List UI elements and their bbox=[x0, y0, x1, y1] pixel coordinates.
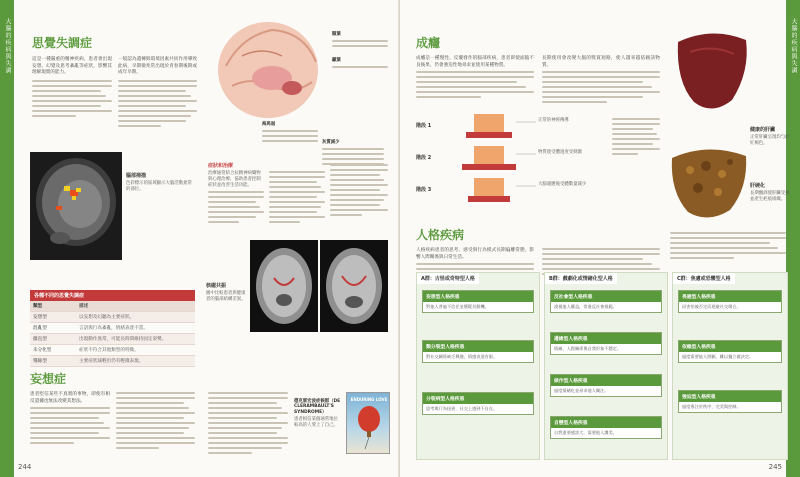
schizophrenia-types-table bbox=[30, 290, 195, 367]
flow-stage-2-note: 物質使受體過度受刺激 bbox=[538, 150, 582, 155]
brain-label-a bbox=[332, 32, 388, 50]
disorder-desc: 因害怕被否定而迴避社交場合。 bbox=[682, 304, 741, 309]
addiction-title: 成癮 bbox=[416, 36, 441, 50]
table-cell-desc: 以妄想及幻聽為主要症狀。 bbox=[79, 315, 135, 320]
symptoms-column-filler bbox=[330, 164, 388, 219]
book-caption-title: 德克雷宏波症候群（DE CLERAMBAULT'S SYNDROME） bbox=[294, 399, 341, 415]
personality-title: 人格疾病 bbox=[416, 228, 465, 242]
symptoms-treatment-text: 治療通常結合抗精神病藥物與心理治療，協助患者控制症狀並改善生活功能。 bbox=[208, 171, 261, 188]
brain-diagram-image bbox=[212, 16, 330, 124]
disorder-name: 依賴型人格疾患 bbox=[679, 341, 781, 352]
mri-caption-text: 圖中比較患者與健康者的腦部結構差異。 bbox=[206, 291, 246, 302]
flow-stage-3-label: 階段 3 bbox=[416, 187, 432, 193]
right-page bbox=[400, 0, 800, 477]
disorder-desc: 漠視他人權益，常違反社會規範。 bbox=[554, 304, 617, 309]
mri-caption bbox=[206, 282, 248, 303]
disorder-desc: 過度情緒化並尋求他人關注。 bbox=[554, 388, 609, 393]
table-cell-type: 混亂型 bbox=[33, 326, 47, 331]
healthy-liver-image bbox=[672, 22, 752, 120]
brain-label-a-text: 額葉 bbox=[332, 32, 341, 37]
flow-stage-1-label: 階段 1 bbox=[416, 123, 432, 129]
cluster-a-item-1 bbox=[422, 290, 534, 313]
cluster-c-item-1 bbox=[678, 290, 782, 313]
brain-label-b bbox=[332, 58, 388, 71]
cluster-c-item-3 bbox=[678, 390, 782, 413]
brain-scan-caption-text: 色彩標示的區域顯示大腦活動異常的部位。 bbox=[126, 181, 192, 192]
table-row bbox=[30, 356, 195, 367]
brain-label-d-text: 灰質減少 bbox=[322, 140, 340, 145]
table-cell-type: 殘餘型 bbox=[33, 359, 47, 364]
disorder-name: 自戀型人格疾患 bbox=[551, 417, 661, 428]
table-header-desc: 描述 bbox=[79, 304, 89, 309]
personality-para: 人格疾病患者的思考、感受與行為模式長期偏離常態，影響人際關係與日常生活。 bbox=[416, 248, 534, 260]
personality-section bbox=[416, 226, 661, 278]
disorder-name: 分裂病型人格疾患 bbox=[423, 393, 533, 404]
disorder-name: 類分裂型人格疾患 bbox=[423, 341, 533, 352]
cluster-a-item-2 bbox=[422, 340, 534, 363]
cirrhosis-caption-text: 長期酗酒使肝臟受損並產生疤痕組織。 bbox=[750, 191, 790, 202]
disorder-desc: 過度專注於秩序、完美與控制。 bbox=[682, 404, 741, 409]
brain-label-b-text: 顳葉 bbox=[332, 58, 341, 63]
table-row bbox=[30, 312, 195, 323]
flow-stage-2-label: 階段 2 bbox=[416, 155, 432, 161]
addiction-section bbox=[416, 34, 661, 106]
delusion-para: 患者堅信某些不真實的事物，即使有相反證據也無法改變其想法。 bbox=[30, 392, 110, 404]
symptoms-treatment-box bbox=[208, 162, 326, 226]
cirrhosis-caption bbox=[750, 182, 792, 203]
cluster-b-item-4 bbox=[550, 416, 662, 439]
mri-image-right bbox=[320, 240, 388, 332]
healthy-liver-caption-text: 正常肝臟呈現均勻的紅褐色。 bbox=[750, 135, 790, 146]
healthy-liver-caption-title: 健康的肝臟 bbox=[750, 127, 776, 133]
brain-scan-caption bbox=[126, 172, 196, 193]
disorder-name: 畏避型人格疾患 bbox=[679, 291, 781, 302]
cluster-b-heading: B群：戲劇化或情緒化型人格 bbox=[545, 273, 617, 284]
cluster-a-item-3 bbox=[422, 392, 534, 415]
disorder-desc: 自我重要感誇大，需要他人讚美。 bbox=[554, 430, 617, 435]
personality-column-filler bbox=[670, 232, 786, 262]
left-side-tab bbox=[0, 0, 14, 477]
schizophrenia-section bbox=[32, 34, 197, 130]
left-side-tab-label: 大腦的疾病與失調 bbox=[4, 18, 11, 74]
table-title: 各種不同的思覺失調症 bbox=[30, 290, 195, 301]
cluster-b-item-1 bbox=[550, 290, 662, 313]
table-cell-desc: 出現動作異常，可能長時間維持固定姿勢。 bbox=[79, 337, 167, 342]
table-cell-desc: 症狀不符合其他類型的特徵。 bbox=[79, 348, 139, 353]
delusion-title: 妄想症 bbox=[30, 372, 67, 386]
cirrhosis-caption-title: 肝硬化 bbox=[750, 183, 766, 189]
disorder-name: 做作型人格疾患 bbox=[551, 375, 661, 386]
schizophrenia-title: 思覺失調症 bbox=[32, 36, 93, 50]
left-page-number: 244 bbox=[18, 463, 32, 471]
table-cell-type: 未分化型 bbox=[33, 348, 52, 353]
cluster-b-item-2 bbox=[550, 332, 662, 355]
brain-scan-image bbox=[30, 152, 122, 260]
table-row bbox=[30, 323, 195, 334]
mri-caption-title: 核磁共振 bbox=[206, 283, 227, 289]
brain-label-c bbox=[262, 122, 318, 145]
disorder-desc: 情緒、人際關係與自我形象不穩定。 bbox=[554, 346, 622, 351]
disorder-desc: 思考與行為怪異，社交上感到不自在。 bbox=[426, 406, 498, 411]
cluster-b-item-3 bbox=[550, 374, 662, 397]
disorder-name: 邊緣型人格疾患 bbox=[551, 333, 661, 344]
book-caption-text: 患者相信某個通常地位較高的人愛上了自己。 bbox=[294, 417, 338, 428]
disorder-name: 反社會型人格疾患 bbox=[551, 291, 661, 302]
right-side-tab-label: 大腦的疾病與失調 bbox=[790, 18, 797, 74]
disorder-desc: 過度需要他人照顧，難以獨立做決定。 bbox=[682, 354, 754, 359]
cluster-c-item-2 bbox=[678, 340, 782, 363]
table-header-row bbox=[30, 301, 195, 312]
disorder-name: 強迫型人格疾患 bbox=[679, 391, 781, 402]
table-cell-desc: 主要症狀減輕但仍有輕微表現。 bbox=[79, 359, 144, 364]
disorder-name: 妄想型人格疾患 bbox=[423, 291, 533, 302]
table-header-type: 類型 bbox=[33, 304, 43, 309]
book-caption bbox=[294, 398, 342, 429]
right-side-tab bbox=[786, 0, 800, 477]
disorder-desc: 對社交關係缺乏興趣，情感表達有限。 bbox=[426, 354, 498, 359]
delusion-section bbox=[30, 370, 195, 452]
right-page-number: 245 bbox=[768, 463, 782, 471]
addiction-flow-diagram bbox=[416, 108, 661, 208]
flow-stage-3-note: 大腦適應後受體數量減少 bbox=[538, 182, 587, 187]
delusion-column-filler bbox=[208, 392, 288, 457]
schizophrenia-para1: 這是一種嚴重的精神疾病，患者會出現妄想、幻覺及思考紊亂等症狀，影響其理解現實的能力。 bbox=[32, 57, 112, 76]
flow-stage-1-note: 正常的神經傳導 bbox=[538, 118, 569, 123]
book-cover-title: ENDURING LOVE bbox=[350, 397, 388, 402]
table-row bbox=[30, 345, 195, 356]
cluster-c-heading: C群：焦慮或恐懼型人格 bbox=[673, 273, 735, 284]
brain-label-c-text: 海馬迴 bbox=[262, 122, 276, 127]
book-cover-image bbox=[346, 392, 390, 454]
mri-image-left bbox=[250, 240, 318, 332]
symptoms-treatment-title: 症狀和治療 bbox=[208, 163, 234, 169]
table-cell-desc: 言語與行為紊亂，情緒表達不當。 bbox=[79, 326, 148, 331]
schizophrenia-para2: 一般認為遺傳與環境因素共同作用導致此病，早期徵兆常出現於青春期後期或成年早期。 bbox=[118, 57, 197, 76]
cluster-a-heading: A群：古怪或奇特型人格 bbox=[417, 273, 479, 284]
brain-scan-caption-title: 腦部掃描 bbox=[126, 173, 147, 179]
addiction-para2: 長期使用會改變大腦的獎賞迴路，使人越來越依賴該物質。 bbox=[542, 56, 660, 68]
addiction-para1: 成癮是一種慢性、反覆發作的腦部疾病，患者即使面臨不良後果，仍會強迫性地尋求並使用某種物質。 bbox=[416, 56, 534, 68]
table-cell-type: 僵直型 bbox=[33, 337, 47, 342]
healthy-liver-caption bbox=[750, 126, 792, 147]
table-cell-type: 妄想型 bbox=[33, 315, 47, 320]
table-row bbox=[30, 334, 195, 345]
cirrhosis-liver-image bbox=[668, 140, 750, 224]
disorder-desc: 對他人普遍不信任並懷疑其動機。 bbox=[426, 304, 489, 309]
